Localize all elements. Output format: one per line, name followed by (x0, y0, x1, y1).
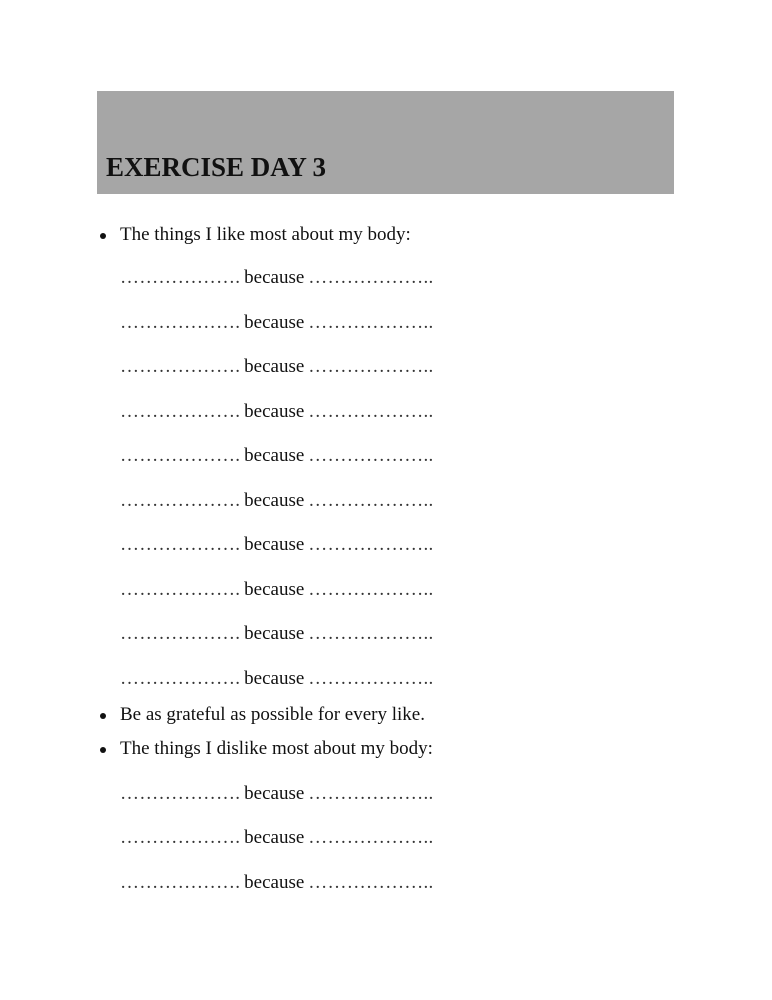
bullet-dot-icon (100, 713, 106, 719)
blank-right[interactable]: ……………….. (308, 783, 434, 804)
blank-right[interactable]: ……………….. (308, 312, 434, 333)
fill-in-line (120, 826, 433, 850)
fill-in-line (120, 578, 433, 602)
because-word: because (244, 356, 305, 377)
fill-in-line (120, 667, 433, 691)
page-title: EXERCISE DAY 3 (106, 152, 327, 182)
blank-left[interactable]: ………………. (120, 579, 241, 600)
bullet-dot-icon (100, 747, 106, 753)
bullet-text: The things I dislike most about my body: (120, 738, 433, 759)
because-word: because (244, 579, 305, 600)
fill-in-line (120, 533, 433, 557)
blank-right[interactable]: ……………….. (308, 534, 434, 555)
blank-left[interactable]: ………………. (120, 490, 241, 511)
fill-in-line (120, 489, 433, 513)
blank-left[interactable]: ………………. (120, 623, 241, 644)
fill-in-line (120, 400, 433, 424)
blank-right[interactable]: ……………….. (308, 267, 434, 288)
because-word: because (244, 783, 305, 804)
because-word: because (244, 623, 305, 644)
because-word: because (244, 490, 305, 511)
fill-in-line (120, 266, 433, 290)
blank-right[interactable]: ……………….. (308, 623, 434, 644)
because-word: because (244, 534, 305, 555)
blank-right[interactable]: ……………….. (308, 668, 434, 689)
blank-left[interactable]: ………………. (120, 872, 241, 893)
because-word: because (244, 872, 305, 893)
blank-left[interactable]: ………………. (120, 445, 241, 466)
fill-in-line (120, 782, 433, 806)
bullet-dot-icon (100, 233, 106, 239)
blank-left[interactable]: ………………. (120, 267, 241, 288)
blank-left[interactable]: ………………. (120, 783, 241, 804)
bullet-text: The things I like most about my body: (120, 224, 411, 245)
bullet-text: Be as grateful as possible for every like. (120, 704, 425, 725)
blank-right[interactable]: ……………….. (308, 827, 434, 848)
blank-right[interactable]: ……………….. (308, 872, 434, 893)
blank-left[interactable]: ………………. (120, 401, 241, 422)
because-word: because (244, 445, 305, 466)
fill-in-line (120, 311, 433, 335)
blank-left[interactable]: ………………. (120, 356, 241, 377)
because-word: because (244, 401, 305, 422)
fill-in-line (120, 444, 433, 468)
blank-right[interactable]: ……………….. (308, 579, 434, 600)
because-word: because (244, 668, 305, 689)
because-word: because (244, 827, 305, 848)
blank-left[interactable]: ………………. (120, 534, 241, 555)
blank-left[interactable]: ………………. (120, 312, 241, 333)
blank-right[interactable]: ……………….. (308, 401, 434, 422)
blank-right[interactable]: ……………….. (308, 490, 434, 511)
blank-left[interactable]: ………………. (120, 827, 241, 848)
fill-in-line (120, 871, 433, 895)
blank-right[interactable]: ……………….. (308, 356, 434, 377)
because-word: because (244, 312, 305, 333)
title-banner (97, 91, 674, 194)
fill-in-line (120, 622, 433, 646)
because-word: because (244, 267, 305, 288)
fill-in-line (120, 355, 433, 379)
blank-left[interactable]: ………………. (120, 668, 241, 689)
blank-right[interactable]: ……………….. (308, 445, 434, 466)
